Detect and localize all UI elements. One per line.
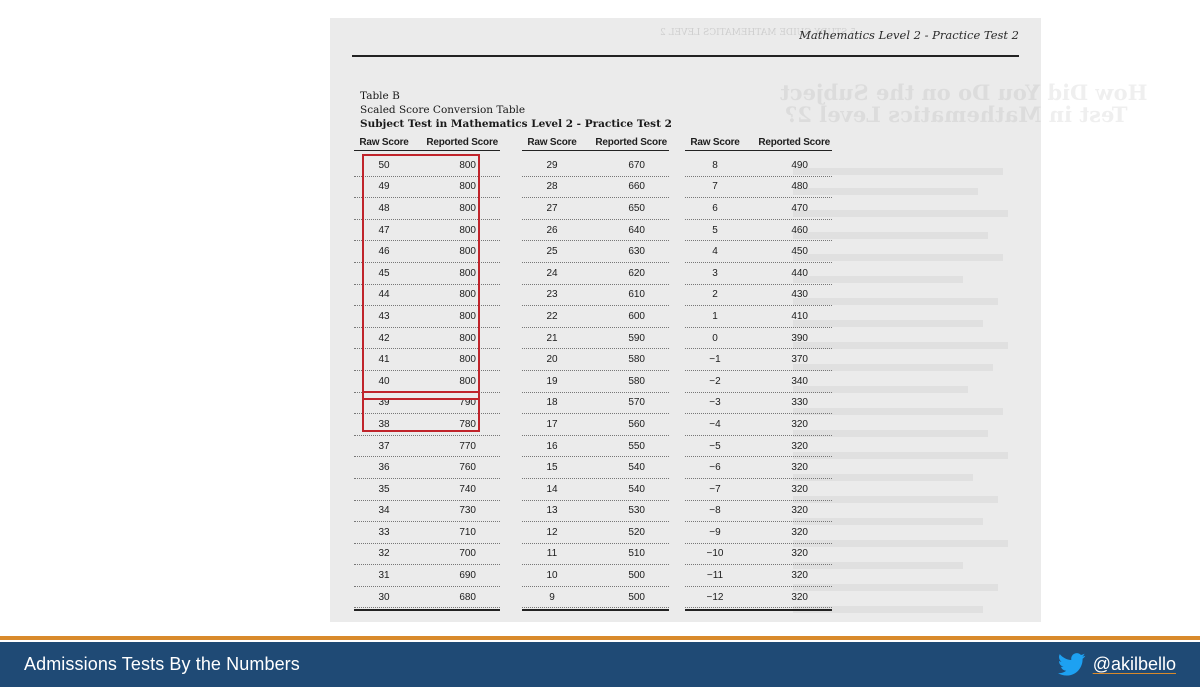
reported-score-cell: 570 bbox=[628, 397, 645, 409]
raw-score-cell: −8 bbox=[709, 505, 721, 517]
raw-score-cell: −2 bbox=[709, 375, 721, 387]
reported-score-cell: 530 bbox=[628, 505, 645, 517]
score-row bbox=[522, 285, 669, 307]
raw-score-cell: 0 bbox=[712, 332, 718, 344]
bleed-through-header: 5 STUDY GUIDE MATHEMATICS LEVEL 2 bbox=[660, 28, 856, 38]
score-row bbox=[522, 436, 669, 458]
score-row bbox=[522, 414, 669, 436]
reported-score-cell: 800 bbox=[459, 332, 476, 344]
reported-score-cell: 390 bbox=[791, 332, 808, 344]
score-row bbox=[354, 479, 500, 501]
raw-score-cell: 33 bbox=[378, 526, 390, 538]
raw-score-cell: 47 bbox=[378, 224, 390, 236]
score-row bbox=[685, 263, 832, 285]
reported-score-header: Reported Score bbox=[758, 137, 830, 148]
raw-score-cell: 2 bbox=[712, 289, 718, 301]
raw-score-cell: −7 bbox=[709, 483, 721, 495]
raw-score-cell: 4 bbox=[712, 246, 718, 258]
raw-score-cell: 46 bbox=[378, 246, 390, 258]
score-row bbox=[522, 220, 669, 242]
reported-score-cell: 690 bbox=[459, 570, 476, 582]
reported-score-cell: 790 bbox=[459, 397, 476, 409]
score-column-2 bbox=[522, 135, 669, 611]
reported-score-cell: 320 bbox=[791, 548, 808, 560]
score-row bbox=[522, 155, 669, 177]
score-row bbox=[354, 501, 500, 523]
reported-score-cell: 660 bbox=[628, 181, 645, 193]
reported-score-cell: 800 bbox=[459, 181, 476, 193]
raw-score-cell: 38 bbox=[378, 418, 390, 430]
raw-score-cell: 13 bbox=[546, 505, 558, 517]
reported-score-cell: 580 bbox=[628, 375, 645, 387]
score-row bbox=[685, 544, 832, 566]
slide-footer bbox=[0, 642, 1200, 687]
reported-score-cell: 320 bbox=[791, 483, 808, 495]
raw-score-cell: 37 bbox=[378, 440, 390, 452]
raw-score-cell: 10 bbox=[546, 570, 558, 582]
reported-score-cell: 780 bbox=[459, 418, 476, 430]
reported-score-cell: 320 bbox=[791, 591, 808, 603]
raw-score-cell: 21 bbox=[546, 332, 558, 344]
reported-score-cell: 330 bbox=[791, 397, 808, 409]
highlight-box-790-780-scores bbox=[362, 391, 480, 432]
reported-score-cell: 800 bbox=[459, 375, 476, 387]
raw-score-cell: −9 bbox=[709, 526, 721, 538]
reported-score-cell: 550 bbox=[628, 440, 645, 452]
score-row bbox=[685, 177, 832, 199]
raw-score-cell: 16 bbox=[546, 440, 558, 452]
raw-score-cell: −5 bbox=[709, 440, 721, 452]
raw-score-cell: 3 bbox=[712, 267, 718, 279]
column-end-rule bbox=[685, 609, 832, 611]
bleed-through-heading-2: Test in Mathematics Level 2? bbox=[785, 102, 1128, 127]
reported-score-cell: 500 bbox=[628, 591, 645, 603]
score-row bbox=[522, 544, 669, 566]
raw-score-cell: 45 bbox=[378, 267, 390, 279]
column-end-rule bbox=[522, 609, 669, 611]
reported-score-cell: 540 bbox=[628, 483, 645, 495]
score-row bbox=[685, 285, 832, 307]
raw-score-cell: 6 bbox=[712, 202, 718, 214]
raw-score-cell: 43 bbox=[378, 310, 390, 322]
score-row bbox=[685, 328, 832, 350]
reported-score-cell: 760 bbox=[459, 462, 476, 474]
column-header bbox=[522, 135, 669, 151]
reported-score-cell: 320 bbox=[791, 570, 808, 582]
raw-score-cell: 48 bbox=[378, 202, 390, 214]
reported-score-cell: 490 bbox=[791, 159, 808, 171]
reported-score-header: Reported Score bbox=[595, 137, 667, 148]
raw-score-cell: 28 bbox=[546, 181, 558, 193]
twitter-handle[interactable] bbox=[1058, 653, 1176, 676]
score-row bbox=[685, 349, 832, 371]
reported-score-cell: 440 bbox=[791, 267, 808, 279]
score-row bbox=[685, 393, 832, 415]
reported-score-cell: 560 bbox=[628, 418, 645, 430]
raw-score-cell: 35 bbox=[378, 483, 390, 495]
raw-score-cell: 27 bbox=[546, 202, 558, 214]
reported-score-cell: 540 bbox=[628, 462, 645, 474]
reported-score-cell: 600 bbox=[628, 310, 645, 322]
reported-score-cell: 500 bbox=[628, 570, 645, 582]
raw-score-cell: 44 bbox=[378, 289, 390, 301]
raw-score-cell: 8 bbox=[712, 159, 718, 171]
raw-score-header: Raw Score bbox=[690, 137, 740, 148]
reported-score-cell: 370 bbox=[791, 354, 808, 366]
score-row bbox=[685, 198, 832, 220]
raw-score-cell: 20 bbox=[546, 354, 558, 366]
reported-score-cell: 410 bbox=[791, 310, 808, 322]
score-row bbox=[522, 349, 669, 371]
raw-score-cell: 29 bbox=[546, 159, 558, 171]
score-row bbox=[522, 198, 669, 220]
reported-score-cell: 580 bbox=[628, 354, 645, 366]
reported-score-cell: 800 bbox=[459, 267, 476, 279]
score-rows bbox=[522, 155, 669, 608]
score-row bbox=[685, 155, 832, 177]
reported-score-cell: 610 bbox=[628, 289, 645, 301]
raw-score-cell: 17 bbox=[546, 418, 558, 430]
score-row bbox=[354, 565, 500, 587]
raw-score-cell: 24 bbox=[546, 267, 558, 279]
reported-score-cell: 800 bbox=[459, 354, 476, 366]
footer-accent-line bbox=[0, 636, 1200, 640]
reported-score-cell: 770 bbox=[459, 440, 476, 452]
reported-score-cell: 630 bbox=[628, 246, 645, 258]
raw-score-cell: 30 bbox=[378, 591, 390, 603]
table-subtitle: Subject Test in Mathematics Level 2 - Practice Test 2 bbox=[360, 118, 672, 130]
raw-score-cell: 32 bbox=[378, 548, 390, 560]
raw-score-cell: 23 bbox=[546, 289, 558, 301]
twitter-bird-icon bbox=[1058, 653, 1086, 676]
reported-score-cell: 470 bbox=[791, 202, 808, 214]
reported-score-cell: 460 bbox=[791, 224, 808, 236]
table-title: Scaled Score Conversion Table bbox=[360, 104, 526, 116]
score-row bbox=[522, 306, 669, 328]
highlight-box-800-scores bbox=[362, 154, 480, 400]
reported-score-cell: 640 bbox=[628, 224, 645, 236]
score-row bbox=[522, 587, 669, 609]
reported-score-cell: 800 bbox=[459, 159, 476, 171]
reported-score-cell: 730 bbox=[459, 505, 476, 517]
raw-score-cell: 31 bbox=[378, 570, 390, 582]
score-row bbox=[354, 522, 500, 544]
column-end-rule bbox=[354, 609, 500, 611]
score-row bbox=[354, 587, 500, 609]
raw-score-cell: 49 bbox=[378, 181, 390, 193]
reported-score-cell: 710 bbox=[459, 526, 476, 538]
reported-score-cell: 510 bbox=[628, 548, 645, 560]
raw-score-cell: 40 bbox=[378, 375, 390, 387]
raw-score-cell: 9 bbox=[549, 591, 555, 603]
score-row bbox=[685, 522, 832, 544]
raw-score-cell: 39 bbox=[378, 397, 390, 409]
reported-score-cell: 680 bbox=[459, 591, 476, 603]
table-label: Table B bbox=[360, 90, 400, 102]
reported-score-cell: 520 bbox=[628, 526, 645, 538]
scanned-score-table-page bbox=[330, 18, 1148, 622]
raw-score-cell: −12 bbox=[706, 591, 724, 603]
reported-score-cell: 800 bbox=[459, 310, 476, 322]
reported-score-cell: 480 bbox=[791, 181, 808, 193]
column-header bbox=[354, 135, 500, 151]
reported-score-cell: 320 bbox=[791, 462, 808, 474]
raw-score-cell: 36 bbox=[378, 462, 390, 474]
score-row bbox=[522, 241, 669, 263]
raw-score-cell: 50 bbox=[378, 159, 390, 171]
raw-score-cell: 1 bbox=[712, 310, 718, 322]
page-running-header: Mathematics Level 2 - Practice Test 2 bbox=[799, 28, 1019, 42]
score-row bbox=[522, 393, 669, 415]
reported-score-cell: 320 bbox=[791, 440, 808, 452]
raw-score-cell: −4 bbox=[709, 418, 721, 430]
raw-score-header: Raw Score bbox=[527, 137, 577, 148]
raw-score-cell: 25 bbox=[546, 246, 558, 258]
raw-score-cell: −11 bbox=[706, 570, 724, 582]
raw-score-cell: 5 bbox=[712, 224, 718, 236]
score-row bbox=[522, 457, 669, 479]
reported-score-cell: 320 bbox=[791, 526, 808, 538]
raw-score-cell: 42 bbox=[378, 332, 390, 344]
raw-score-cell: −3 bbox=[709, 397, 721, 409]
raw-score-cell: 19 bbox=[546, 375, 558, 387]
score-row bbox=[522, 371, 669, 393]
reported-score-cell: 800 bbox=[459, 246, 476, 258]
bleed-through-heading-1: How Did You Do on the Subject bbox=[780, 80, 1148, 105]
raw-score-cell: 41 bbox=[378, 354, 390, 366]
raw-score-cell: 12 bbox=[546, 526, 558, 538]
score-row bbox=[522, 501, 669, 523]
score-row bbox=[685, 436, 832, 458]
score-row bbox=[522, 328, 669, 350]
raw-score-cell: 11 bbox=[546, 548, 558, 560]
column-header bbox=[685, 135, 832, 151]
raw-score-cell: 15 bbox=[546, 462, 558, 474]
reported-score-header: Reported Score bbox=[426, 137, 498, 148]
raw-score-header: Raw Score bbox=[359, 137, 409, 148]
score-row bbox=[522, 263, 669, 285]
score-row bbox=[522, 522, 669, 544]
reported-score-cell: 700 bbox=[459, 548, 476, 560]
header-rule bbox=[352, 55, 1019, 57]
score-row bbox=[522, 565, 669, 587]
raw-score-cell: −1 bbox=[709, 354, 721, 366]
footer-title: Admissions Tests By the Numbers bbox=[24, 654, 300, 674]
score-row bbox=[685, 371, 832, 393]
reported-score-cell: 800 bbox=[459, 289, 476, 301]
score-column-3 bbox=[685, 135, 832, 611]
reported-score-cell: 650 bbox=[628, 202, 645, 214]
score-row bbox=[685, 241, 832, 263]
reported-score-cell: 620 bbox=[628, 267, 645, 279]
score-row bbox=[685, 587, 832, 609]
raw-score-cell: −6 bbox=[709, 462, 721, 474]
reported-score-cell: 670 bbox=[628, 159, 645, 171]
raw-score-cell: 7 bbox=[712, 181, 718, 193]
score-row bbox=[354, 457, 500, 479]
score-row bbox=[522, 479, 669, 501]
score-row bbox=[685, 306, 832, 328]
score-row bbox=[354, 544, 500, 566]
raw-score-cell: 26 bbox=[546, 224, 558, 236]
reported-score-cell: 320 bbox=[791, 505, 808, 517]
table-caption bbox=[360, 89, 672, 131]
reported-score-cell: 450 bbox=[791, 246, 808, 258]
score-row bbox=[354, 436, 500, 458]
score-row bbox=[685, 479, 832, 501]
reported-score-cell: 800 bbox=[459, 202, 476, 214]
score-row bbox=[522, 177, 669, 199]
score-row bbox=[685, 457, 832, 479]
reported-score-cell: 590 bbox=[628, 332, 645, 344]
raw-score-cell: 34 bbox=[378, 505, 390, 517]
raw-score-cell: 22 bbox=[546, 310, 558, 322]
reported-score-cell: 800 bbox=[459, 224, 476, 236]
raw-score-cell: 14 bbox=[546, 483, 558, 495]
score-row bbox=[685, 501, 832, 523]
reported-score-cell: 340 bbox=[791, 375, 808, 387]
score-row bbox=[685, 565, 832, 587]
raw-score-cell: −10 bbox=[706, 548, 724, 560]
reported-score-cell: 430 bbox=[791, 289, 808, 301]
score-row bbox=[685, 220, 832, 242]
raw-score-cell: 18 bbox=[546, 397, 558, 409]
reported-score-cell: 740 bbox=[459, 483, 476, 495]
score-row bbox=[685, 414, 832, 436]
twitter-handle-text: @akilbello bbox=[1092, 654, 1176, 674]
score-rows bbox=[685, 155, 832, 608]
reported-score-cell: 320 bbox=[791, 418, 808, 430]
